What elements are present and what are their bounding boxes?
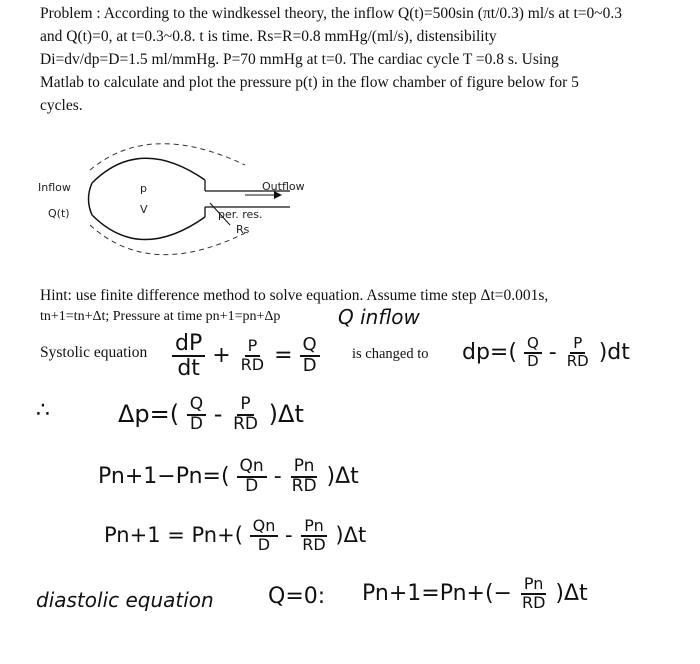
pressure-label: p [140, 182, 147, 195]
problem-line-3: Di=dv/dp=D=1.5 ml/mmHg. P=70 mmHg at t=0. The cardiac cycle T =0.8 s. Using [40, 51, 559, 68]
pn-difference-equation: Pn+1−Pn=( $\frac{Qn}{D}$ - $\frac{Pn}{RD}$ )Δt [98, 456, 359, 496]
hint-line-1: Hint: use finite difference method to solve equation. Assume time step Δt=0.001s, [40, 287, 549, 304]
systolic-label: Systolic equation [40, 344, 148, 361]
delta-p-equation: Δp=( $\frac{Q}{D}$ - $\frac{P}{RD}$ )Δt [118, 394, 304, 434]
hint-line-2: tn+1=tn+Δt; Pressure at time pn+1=pn+Δp [40, 309, 281, 324]
rs-label: Rs [236, 223, 250, 236]
frac-q-d: $\frac{Q}{D}$ [300, 336, 320, 376]
qt-label: Q(t) [48, 207, 70, 220]
windkessel-diagram [30, 125, 360, 275]
inflow-label: Inflow [38, 181, 71, 194]
frac-p-rd: $\frac{P}{RD}$ [240, 336, 265, 375]
volume-label: V [140, 203, 148, 216]
chamber-bottom [92, 215, 205, 240]
q-zero: Q=0: [268, 584, 326, 609]
problem-line-4: Matlab to calculate and plot the pressure p(t) in the flow chamber of figure below for 5 [40, 74, 579, 91]
outer-dashed-arc-bottom [90, 225, 245, 255]
problem-line-5: cycles. [40, 97, 83, 114]
outflow-label: Outflow [262, 180, 305, 193]
q-inflow-note: Q inflow [338, 305, 420, 329]
changed-to-label: is changed to [352, 346, 429, 362]
diastolic-label: diastolic equation [36, 588, 214, 612]
chamber-top [92, 158, 205, 183]
frac-dp-dt: $\frac{dP}{dt}$ [172, 332, 205, 380]
diastolic-equation: Pn+1=Pn+(− $\frac{Pn}{RD}$ )Δt [362, 574, 588, 612]
problem-line-1: Problem : According to the windkessel theory, the inflow Q(t)=500sin (πt/0.3) ml/s at t=0~0.3 [40, 5, 622, 22]
pn-update-equation: Pn+1 = Pn+( $\frac{Qn}{D}$ - $\frac{Pn}{RD}$ )Δt [104, 516, 367, 554]
therefore-symbol: ∴ [36, 398, 50, 423]
chamber-left [89, 183, 93, 215]
per-res-label: per. res. [218, 208, 263, 221]
systolic-equation: $\frac{dP}{dt}$ + $\frac{P}{RD}$ = $\frac{Q}{D}$ [172, 332, 320, 380]
problem-line-2: and Q(t)=0, at t=0.3~0.8. t is time. Rs=R=0.8 mmHg/(ml/s), distensibility [40, 28, 497, 45]
problem-statement [40, 2, 680, 117]
dp-equation: dp=( $\frac{Q}{D}$ - $\frac{P}{RD}$ )dt [462, 334, 630, 370]
